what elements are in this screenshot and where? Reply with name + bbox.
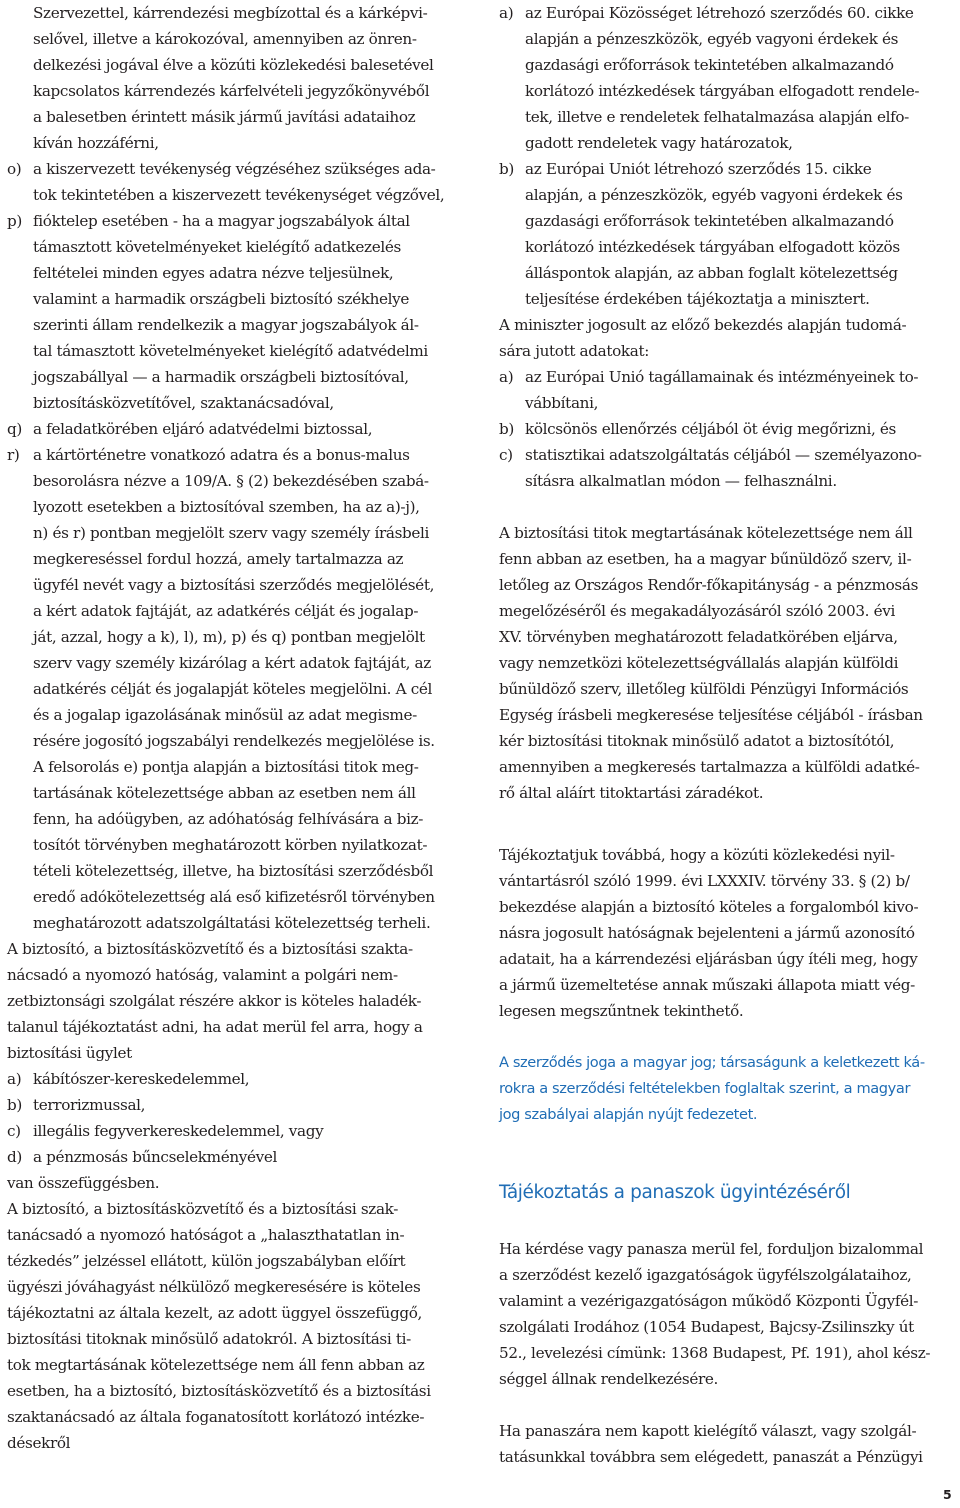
text-line	[7, 1352, 465, 1378]
text-line	[499, 598, 957, 624]
text-line	[499, 520, 957, 546]
line-text: delkezési jogával élve a közúti közlekedési balesetével	[33, 56, 434, 74]
line-text: A miniszter jogosult az előző bekezdés alapján tudomá-	[499, 316, 907, 334]
line-text: fióktelep esetében - ha a magyar jogszabályok által	[33, 212, 410, 230]
text-line	[499, 868, 957, 894]
list-label: r)	[7, 446, 20, 464]
text-line	[499, 972, 957, 998]
line-text: sára jutott adatokat:	[499, 342, 649, 360]
text-line	[499, 624, 957, 650]
text-line	[499, 260, 957, 286]
text-line	[499, 1444, 957, 1470]
text-line	[499, 442, 957, 468]
line-text: szerinti állam rendelkezik a magyar jogszabályok ál-	[33, 316, 419, 334]
line-text: kölcsönös ellenőrzés céljából öt évig megőrizni, és	[525, 420, 896, 438]
text-line	[499, 468, 957, 494]
text-line	[499, 208, 957, 234]
page-number: 5	[943, 1487, 952, 1502]
line-text: az Európai Uniót létrehozó szerződés 15. cikke	[525, 160, 872, 178]
text-line	[7, 104, 465, 130]
text-line	[499, 1314, 957, 1340]
text-line	[7, 546, 465, 572]
line-text: selővel, illetve a károkozóval, amennyiben az önren-	[33, 30, 417, 48]
text-line	[7, 832, 465, 858]
line-text: besorolásra nézve a 109/A. § (2) bekezdésében szabá-	[33, 472, 429, 490]
text-line	[7, 1196, 465, 1222]
line-text: gazdasági erőforrások tekintetében alkalmazandó	[525, 56, 894, 74]
line-text: Szervezettel, kárrendezési megbízottal és a kárképvi-	[33, 4, 428, 22]
line-text: 52., levelezési címünk: 1368 Budapest, Pf. 191), ahol kész-	[499, 1344, 931, 1362]
line-text: támasztott követelményeket kielégítő adatkezelés	[33, 238, 401, 256]
line-text: a balesetben érintett másik jármű javítási adataihoz	[33, 108, 416, 126]
text-line	[7, 390, 465, 416]
text-line	[7, 78, 465, 104]
text-line	[7, 806, 465, 832]
text-line	[7, 1248, 465, 1274]
line-text: a kért adatok fajtáját, az adatkérés célját és jogalap-	[33, 602, 419, 620]
text-line	[7, 962, 465, 988]
text-line	[7, 1014, 465, 1040]
line-text: A biztosító, a biztosításközvetítő és a biztosítási szakta-	[7, 940, 413, 958]
text-line	[7, 130, 465, 156]
text-line	[499, 650, 957, 676]
text-line	[7, 1066, 465, 1092]
text-line	[499, 1236, 957, 1262]
section-heading: Tájékoztatás a panaszok ügyintézéséről	[499, 1182, 851, 1203]
line-text: Ha kérdése vagy panasza merül fel, forduljon bizalommal	[499, 1240, 924, 1258]
line-text: talanul tájékoztatást adni, ha adat merül fel arra, hogy a	[7, 1018, 423, 1036]
text-line	[499, 182, 957, 208]
line-text: bekezdése alapján a biztosító köteles a forgalomból kivo-	[499, 898, 919, 916]
text-line	[7, 1144, 465, 1170]
line-text: gadott rendeletek vagy határozatok,	[525, 134, 793, 152]
line-text: esetben, ha a biztosító, biztosításközvetítő és a biztosítási	[7, 1382, 431, 1400]
text-line	[7, 286, 465, 312]
text-line	[499, 1262, 957, 1288]
list-label: q)	[7, 420, 22, 438]
text-line	[499, 946, 957, 972]
line-text: fenn, ha adóügyben, az adóhatóság felhívására a biz-	[33, 810, 424, 828]
line-text: n) és r) pontban megjelölt szerv vagy személy írásbeli	[33, 524, 430, 542]
text-line	[7, 26, 465, 52]
line-text: a pénzmosás bűncselekményével	[33, 1148, 278, 1166]
line-text: letőleg az Országos Rendőr-főkapitányság - a pénzmosás	[499, 576, 919, 594]
text-line	[499, 390, 957, 416]
line-text: van összefüggésben.	[7, 1174, 160, 1192]
text-line	[7, 442, 465, 468]
line-text: Ha panaszára nem kapott kielégítő választ, vagy szolgál-	[499, 1422, 917, 1440]
text-line	[499, 338, 957, 364]
list-label: c)	[7, 1122, 21, 1140]
line-text: rő által aláírt titoktartási záradékot.	[499, 784, 764, 802]
text-line	[7, 494, 465, 520]
text-line	[499, 104, 957, 130]
line-text: vántartásról szóló 1999. évi LXXXIV. törvény 33. § (2) b/	[499, 872, 910, 890]
list-label: c)	[499, 446, 513, 464]
text-line	[7, 702, 465, 728]
text-line	[499, 1288, 957, 1314]
text-line	[499, 156, 957, 182]
text-line	[7, 1170, 465, 1196]
line-text: gazdasági erőforrások tekintetében alkalmazandó	[525, 212, 894, 230]
line-text: valamint a harmadik országbeli biztosító székhelye	[33, 290, 410, 308]
line-text: Egység írásbeli megkeresése teljesítése céljából - írásban	[499, 706, 923, 724]
line-text: kíván hozzáférni,	[33, 134, 159, 152]
line-text: a szerződést kezelő igazgatóságok ügyfélszolgálataihoz,	[499, 1266, 912, 1284]
text-line	[499, 572, 957, 598]
text-line	[7, 598, 465, 624]
text-line	[499, 676, 957, 702]
text-line	[7, 338, 465, 364]
line-text: A biztosítási titok megtartásának kötelezettsége nem áll	[499, 524, 913, 542]
line-text: alapján, a pénzeszközök, egyéb vagyoni érdekek és	[525, 186, 903, 204]
text-line	[7, 52, 465, 78]
line-text: A biztosító, a biztosításközvetítő és a biztosítási szak-	[7, 1200, 399, 1218]
text-line	[7, 624, 465, 650]
line-text: alapján a pénzeszközök, egyéb vagyoni érdekek és	[525, 30, 899, 48]
line-text: adatait, ha a kárrendezési eljárásban úgy ítéli meg, hogy	[499, 950, 918, 968]
text-line	[7, 1040, 465, 1066]
text-line	[499, 920, 957, 946]
text-line	[7, 182, 465, 208]
line-text: tok megtartásának kötelezettsége nem áll fenn abban az	[7, 1356, 425, 1374]
text-line	[7, 988, 465, 1014]
highlighted-note: jog szabályai alapján nyújt fedezetet.	[499, 1106, 758, 1123]
line-text: bűnüldöző szerv, illetőleg külföldi Pénzügyi Információs	[499, 680, 909, 698]
line-text: valamint a vezérigazgatóságon működő Központi Ügyfél-	[499, 1292, 919, 1310]
line-text: amennyiben a megkeresés tartalmazza a külföldi adatké-	[499, 758, 920, 776]
text-line	[499, 1076, 957, 1102]
text-line	[499, 52, 957, 78]
line-text: séggel állnak rendelkezésére.	[499, 1370, 719, 1388]
text-line	[499, 894, 957, 920]
text-line	[7, 520, 465, 546]
line-text: biztosítási ügylet	[7, 1044, 132, 1062]
line-text: kapcsolatos kárrendezés kárfelvételi jegyzőkönyvéből	[33, 82, 430, 100]
line-text: a jármű üzemeltetése annak műszaki állapota miatt vég-	[499, 976, 915, 994]
line-text: tok tekintetében a kiszervezett tevékenységet végzővel,	[33, 186, 445, 204]
line-text: tételi kötelezettség, illetve, ha biztosítási szerződésből	[33, 862, 434, 880]
line-text: tosítót törvényben meghatározott körben nyilatkozat-	[33, 836, 428, 854]
line-text: jogszabállyal — a harmadik országbeli biztosítóval,	[33, 368, 409, 386]
text-line	[499, 1340, 957, 1366]
text-line	[7, 208, 465, 234]
line-text: tanácsadó a nyomozó hatóságot a „halaszthatatlan in-	[7, 1226, 405, 1244]
text-line	[7, 156, 465, 182]
line-text: kábítószer-kereskedelemmel,	[33, 1070, 250, 1088]
text-line	[499, 842, 957, 868]
line-text: ügyfél nevét vagy a biztosítási szerződés megjelölését,	[33, 576, 435, 594]
text-line	[499, 416, 957, 442]
text-line	[7, 364, 465, 390]
line-text: feltételei minden egyes adatra nézve teljesülnek,	[33, 264, 394, 282]
text-line	[499, 728, 957, 754]
text-line	[499, 312, 957, 338]
text-line	[7, 1404, 465, 1430]
line-text: a kiszervezett tevékenység végzéséhez szükséges ada-	[33, 160, 436, 178]
text-line	[7, 1118, 465, 1144]
text-line	[499, 26, 957, 52]
line-text: tal támasztott követelményeket kielégítő adatvédelmi	[33, 342, 428, 360]
highlighted-note: rokra a szerződési feltételekben foglaltak szerint, a magyar	[499, 1080, 911, 1097]
text-line	[499, 78, 957, 104]
text-line	[499, 0, 957, 26]
text-line	[7, 728, 465, 754]
text-line	[7, 754, 465, 780]
text-line	[7, 1378, 465, 1404]
line-text: ügyészi jóváhagyást nélkülöző megkeresésére is köteles	[7, 1278, 421, 1296]
list-label: b)	[499, 420, 514, 438]
line-text: szolgálati Irodához (1054 Budapest, Bajcsy-Zsilinszky út	[499, 1318, 914, 1336]
text-line	[7, 1430, 465, 1456]
text-line	[499, 998, 957, 1024]
line-text: az Európai Közösséget létrehozó szerződés 60. cikke	[525, 4, 914, 22]
list-label: d)	[7, 1148, 22, 1166]
line-text: ját, azzal, hogy a k), l), m), p) és q) pontban megjelölt	[33, 628, 425, 646]
line-text: biztosítási titoknak minősülő adatokról. A biztosítási ti-	[7, 1330, 411, 1348]
text-line	[7, 858, 465, 884]
line-text: álláspontok alapján, az abban foglalt kötelezettség	[525, 264, 898, 282]
text-line	[7, 910, 465, 936]
text-line	[499, 780, 957, 806]
list-label: a)	[499, 368, 514, 386]
line-text: biztosításközvetítővel, szaktanácsadóval,	[33, 394, 334, 412]
line-text: legesen megszűntnek tekinthető.	[499, 1002, 744, 1020]
text-line	[499, 754, 957, 780]
line-text: tek, illetve e rendeletek felhatalmazása alapján elfo-	[525, 108, 909, 126]
line-text: teljesítése érdekében tájékoztatja a minisztert.	[525, 290, 870, 308]
list-label: a)	[499, 4, 514, 22]
line-text: násra jogosult hatóságnak bejelenteni a jármű azonosító	[499, 924, 915, 942]
text-line	[7, 936, 465, 962]
line-text: megkereséssel fordul hozzá, amely tartalmazza az	[33, 550, 404, 568]
line-text: tézkedés” jelzéssel ellátott, külön jogszabályban előírt	[7, 1252, 406, 1270]
line-text: meghatározott adatszolgáltatási kötelezettség terheli.	[33, 914, 431, 932]
text-line	[499, 1102, 957, 1128]
text-line	[7, 1092, 465, 1118]
line-text: illegális fegyverkereskedelemmel, vagy	[33, 1122, 324, 1140]
line-text: Tájékoztatjuk továbbá, hogy a közúti közlekedési nyil-	[499, 846, 895, 864]
line-text: terrorizmussal,	[33, 1096, 146, 1114]
line-text: fenn abban az esetben, ha a magyar bűnüldöző szerv, il-	[499, 550, 912, 568]
line-text: adatkérés célját és jogalapját köteles megjelölni. A cél	[33, 680, 433, 698]
text-line	[7, 780, 465, 806]
text-line	[7, 676, 465, 702]
line-text: megelőzéséről és megakadályozásáról szóló 2003. évi	[499, 602, 895, 620]
text-line	[7, 468, 465, 494]
line-text: tájékoztatni az általa kezelt, az adott üggyel összefüggő,	[7, 1304, 422, 1322]
line-text: vagy nemzetközi kötelezettségvállalás alapján külföldi	[499, 654, 899, 672]
highlighted-note: A szerződés joga a magyar jog; társaságunk a keletkezett ká-	[499, 1054, 925, 1071]
line-text: korlátozó intézkedések tárgyában elfogadott közös	[525, 238, 900, 256]
line-text: és a jogalap igazolásának minősül az adat megisme-	[33, 706, 417, 724]
text-line	[7, 312, 465, 338]
text-line	[499, 1366, 957, 1392]
list-label: p)	[7, 212, 22, 230]
line-text: XV. törvényben meghatározott feladatkörében eljárva,	[499, 628, 898, 646]
text-line	[499, 130, 957, 156]
text-line	[499, 286, 957, 312]
text-line	[7, 572, 465, 598]
text-line	[7, 1300, 465, 1326]
line-text: a feladatkörében eljáró adatvédelmi biztossal,	[33, 420, 373, 438]
line-text: vábbítani,	[525, 394, 599, 412]
text-line	[499, 1418, 957, 1444]
line-text: A felsorolás e) pontja alapján a biztosítási titok meg-	[33, 758, 419, 776]
text-line	[499, 364, 957, 390]
text-line	[7, 234, 465, 260]
text-line	[499, 1050, 957, 1076]
line-text: korlátozó intézkedések tárgyában elfogadott rendele-	[525, 82, 920, 100]
line-text: szerv vagy személy kizárólag a kért adatok fajtáját, az	[33, 654, 431, 672]
line-text: désekről	[7, 1434, 71, 1452]
list-label: a)	[7, 1070, 22, 1088]
line-text: lyozott esetekben a biztosítóval szemben, ha az a)-j),	[33, 498, 420, 516]
list-label: b)	[7, 1096, 22, 1114]
text-line	[7, 416, 465, 442]
line-text: nácsadó a nyomozó hatóság, valamint a polgári nem-	[7, 966, 398, 984]
text-line	[499, 1180, 957, 1206]
list-label: b)	[499, 160, 514, 178]
text-line	[499, 546, 957, 572]
text-line	[7, 884, 465, 910]
text-line	[499, 702, 957, 728]
list-label: o)	[7, 160, 22, 178]
line-text: eredő adókötelezettség alá eső kifizetésről törvényben	[33, 888, 435, 906]
line-text: kér biztosítási titoknak minősülő adatot a biztosítótól,	[499, 732, 895, 750]
line-text: statisztikai adatszolgáltatás céljából — személyazono-	[525, 446, 922, 464]
line-text: tatásunkkal továbbra sem elégedett, panaszát a Pénzügyi	[499, 1448, 923, 1466]
line-text: zetbiztonsági szolgálat részére akkor is köteles haladék-	[7, 992, 422, 1010]
line-text: a kártörténetre vonatkozó adatra és a bonus-malus	[33, 446, 410, 464]
text-line	[7, 0, 465, 26]
text-line	[499, 234, 957, 260]
text-line	[7, 1326, 465, 1352]
text-line	[7, 260, 465, 286]
line-text: résére jogosító jogszabályi rendelkezés megjelölése is.	[33, 732, 435, 750]
text-line	[7, 1274, 465, 1300]
text-line	[7, 1222, 465, 1248]
text-line	[7, 650, 465, 676]
line-text: az Európai Unió tagállamainak és intézményeinek to-	[525, 368, 919, 386]
line-text: sításra alkalmatlan módon — felhasználni.	[525, 472, 837, 490]
line-text: szaktanácsadó az általa foganatosított korlátozó intézke-	[7, 1408, 425, 1426]
line-text: tartásának kötelezettsége abban az esetben nem áll	[33, 784, 416, 802]
